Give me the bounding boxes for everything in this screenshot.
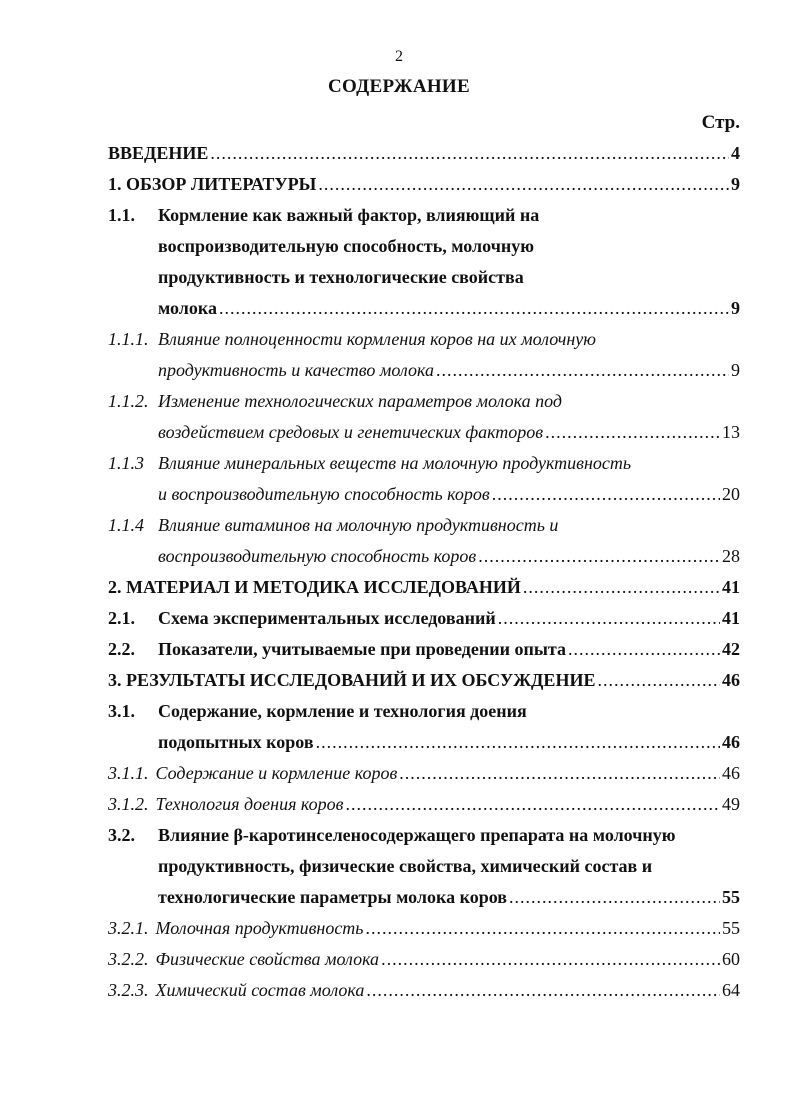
toc-entry-title: Кормление как важный фактор, влияющий на [158, 205, 540, 225]
toc-entry-title: Химический состав молока [155, 980, 365, 1000]
toc-page-number: 55 [722, 887, 740, 907]
toc-entry-title: Схема экспериментальных исследований [158, 608, 496, 628]
toc-page-number: 9 [731, 174, 740, 194]
toc-entry-1-1-2[interactable] [108, 386, 740, 448]
dot-leader [523, 572, 720, 603]
dot-leader [597, 665, 720, 696]
toc-entry-title-continued: продуктивность и качество молока [158, 360, 434, 380]
dot-leader [478, 541, 720, 572]
toc-entry-1-1-4[interactable] [108, 510, 740, 572]
toc-entry-number: 1.1. [108, 205, 135, 225]
toc-entry-title-continued: воспроизводительную способность коров [158, 546, 477, 566]
toc-page-number: 13 [722, 422, 740, 442]
toc-entry-number: 3.2.3. [108, 980, 149, 1000]
dot-leader [219, 293, 729, 324]
toc-entry-title: Изменение технологических параметров молока под [158, 391, 562, 411]
toc-entry-number: 3.1. [108, 701, 135, 721]
toc-entry-3-2-3[interactable] [108, 975, 740, 1006]
toc-entry-title: Технология доения коров [155, 794, 344, 814]
toc-entry-1-1-1[interactable] [108, 324, 740, 386]
toc-page-number: 46 [722, 670, 740, 690]
toc-entry-title-continued: и воспроизводительную способность коров [158, 484, 490, 504]
toc-entry-number: 2.1. [108, 608, 135, 628]
toc-entry-3-1-2[interactable] [108, 789, 740, 820]
toc-entry-title: Влияние полноценности кормления коров на их молочную [158, 329, 596, 349]
toc-entry-section-2[interactable] [108, 572, 740, 603]
page-number: 2 [395, 48, 403, 65]
toc-entry-title: 2. МАТЕРИАЛ И МЕТОДИКА ИССЛЕДОВАНИЙ [108, 577, 521, 597]
toc-entry-title: Содержание, кормление и технология доения [158, 701, 527, 721]
dot-leader [492, 479, 720, 510]
toc-entry-number: 3.2.2. [108, 949, 149, 969]
toc-entry-2-1[interactable] [108, 603, 740, 634]
toc-entry-number: 3.1.1. [108, 763, 149, 783]
toc-entry-title: ВВЕДЕНИЕ [108, 143, 209, 163]
toc-entry-number: 1.1.2. [108, 391, 149, 411]
toc-entry-1-1-3[interactable] [108, 448, 740, 510]
dot-leader [316, 727, 720, 758]
toc-page-number: 60 [722, 949, 740, 969]
toc-entry-title: Влияние минеральных веществ на молочную продуктивность [158, 453, 632, 473]
dot-leader [568, 634, 720, 665]
toc-entry-title: Показатели, учитываемые при проведении опыта [158, 639, 566, 659]
toc-page-number: 4 [731, 143, 740, 163]
toc-entry-3-1[interactable] [108, 696, 740, 758]
toc-entry-3-1-1[interactable] [108, 758, 740, 789]
dot-leader [545, 417, 720, 448]
toc-entry-title: Содержание и кормление коров [155, 763, 398, 783]
toc-entry-title: Влияние витаминов на молочную продуктивность и [158, 515, 559, 535]
toc-entry-number: 3.2. [108, 825, 135, 845]
toc-entry-title-continued: технологические параметры молока коров [158, 887, 507, 907]
toc-page-number: 49 [722, 794, 740, 814]
dot-leader [436, 355, 729, 386]
toc-page-number: 20 [722, 484, 740, 504]
toc-entry-2-2[interactable] [108, 634, 740, 665]
toc-entry-title: Влияние β-каротинселеносодержащего препарата на молочную [158, 825, 676, 845]
toc-entry-title-continued: воспроизводительную способность, молочную [158, 236, 534, 256]
page-column-label: Стр. [701, 112, 740, 133]
toc-entry-title: 1. ОБЗОР ЛИТЕРАТУРЫ [108, 174, 317, 194]
toc-entry-title: Молочная продуктивность [155, 918, 364, 938]
table-of-contents [108, 138, 740, 1006]
toc-entry-number: 1.1.1. [108, 329, 149, 349]
dot-leader [498, 603, 720, 634]
toc-page-number: 28 [722, 546, 740, 566]
toc-page-number: 9 [731, 360, 740, 380]
dot-leader [318, 169, 729, 200]
page-title: СОДЕРЖАНИЕ [328, 76, 470, 97]
toc-entry-1-1[interactable] [108, 200, 740, 324]
toc-entry-title-continued: продуктивность и технологические свойства [158, 267, 524, 287]
toc-entry-3-2[interactable] [108, 820, 740, 913]
toc-page-number: 41 [722, 577, 740, 597]
toc-entry-number: 1.1.3 [108, 453, 144, 473]
toc-page-number: 46 [722, 732, 740, 752]
toc-entry-section-3[interactable] [108, 665, 740, 696]
toc-entry-title: Физические свойства молока [155, 949, 380, 969]
dot-leader [381, 944, 720, 975]
toc-page-number: 46 [722, 763, 740, 783]
toc-page-number: 9 [731, 298, 740, 318]
toc-entry-title-continued: подопытных коров [158, 732, 314, 752]
toc-entry-3-2-1[interactable] [108, 913, 740, 944]
toc-entry-title: 3. РЕЗУЛЬТАТЫ ИССЛЕДОВАНИЙ И ИХ ОБСУЖДЕНИЕ [108, 670, 596, 690]
dot-leader [345, 789, 720, 820]
toc-entry-3-2-2[interactable] [108, 944, 740, 975]
toc-entry-number: 2.2. [108, 639, 135, 659]
toc-entry-introduction[interactable] [108, 138, 740, 169]
toc-page-number: 42 [722, 639, 740, 659]
toc-page-number: 55 [722, 918, 740, 938]
toc-page-number: 64 [722, 980, 740, 1000]
dot-leader [509, 882, 720, 913]
toc-entry-number: 3.1.2. [108, 794, 149, 814]
dot-leader [210, 138, 729, 169]
toc-entry-title-continued: молока [158, 298, 217, 318]
toc-entry-title-continued: воздействием средовых и генетических факторов [158, 422, 544, 442]
dot-leader [366, 975, 720, 1006]
toc-entry-number: 1.1.4 [108, 515, 144, 535]
toc-page-number: 41 [722, 608, 740, 628]
dot-leader [399, 758, 720, 789]
toc-entry-number: 3.2.1. [108, 918, 149, 938]
toc-entry-title-continued: продуктивность, физические свойства, химический состав и [158, 856, 653, 876]
toc-entry-section-1[interactable] [108, 169, 740, 200]
dot-leader [366, 913, 720, 944]
